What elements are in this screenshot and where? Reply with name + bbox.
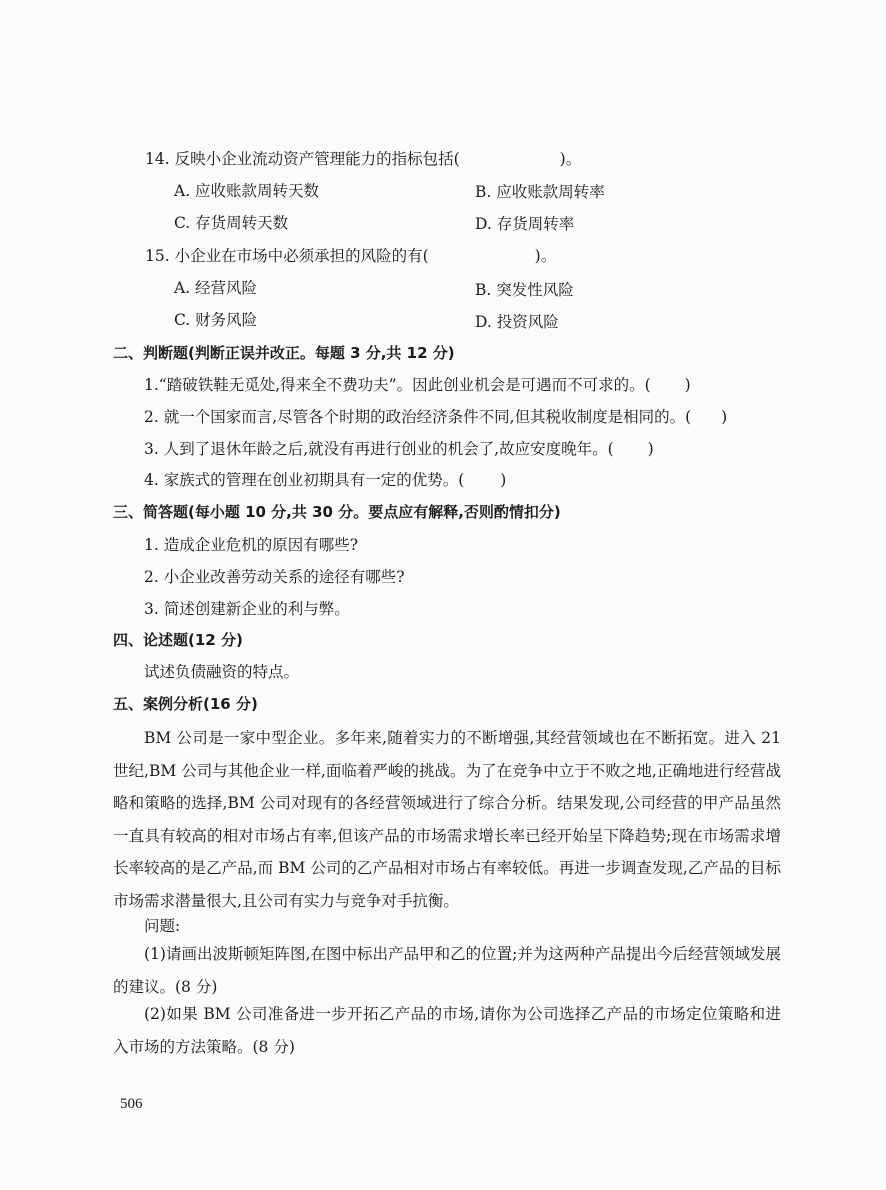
section-3-title: 三、简答题(每小题 10 分,共 30 分。要点应有解释,否则酌情扣分) <box>113 503 561 521</box>
question-14-stem: 14. 反映小企业流动资产管理能力的指标包括( )。 <box>145 150 582 168</box>
section-3-item-2: 2. 小企业改善劳动关系的途径有哪些? <box>144 568 405 586</box>
question-14-option-c: C. 存货周转天数 <box>174 214 289 232</box>
section-4-item: 试述负债融资的特点。 <box>144 663 300 681</box>
section-2-item-1: 1.“踏破铁鞋无觅处,得来全不费功夫”。因此创业机会是可遇而不可求的。( ) <box>144 376 691 394</box>
question-15-option-a: A. 经营风险 <box>174 279 258 297</box>
question-15-option-c: C. 财务风险 <box>174 311 258 329</box>
section-3-item-1: 1. 造成企业危机的原因有哪些? <box>144 536 359 554</box>
page-number: 506 <box>120 1096 143 1112</box>
question-14-option-b: B. 应收账款周转率 <box>475 183 605 201</box>
question-14-option-d: D. 存货周转率 <box>475 215 575 233</box>
section-4-title: 四、论述题(12 分) <box>113 631 243 649</box>
case-question-2: (2)如果 BM 公司准备进一步开拓乙产品的市场,请你为公司选择乙产品的市场定位策略和进入市场的方法策略。(8 分) <box>113 1005 781 1056</box>
case-text: BM 公司是一家中型企业。多年来,随着实力的不断增强,其经营领域也在不断拓宽。进入 21 世纪,BM 公司与其他企业一样,面临着严峻的挑战。为了在竞争中立于不败之地,正确地进行经营战略和策略的选择,BM 公司对现有的各经营领域进行了综合分析。结果发现,公司经营的甲产品虽然一直具有较高的相对市场占有率,但该产品的市场需求增长率已经开始呈下降趋势;现在市场需求增长率较高的是乙产品,而 BM 公司的乙产品相对市场占有率较低。再进一步调查发现,乙产品的目标市场需求潜量很大,且公司有实力与竞争对手抗衡。 <box>113 729 781 910</box>
questions-label: 问题: <box>144 917 181 935</box>
section-3-item-3: 3. 简述创建新企业的利与弊。 <box>144 600 350 618</box>
question-14-option-a: A. 应收账款周转天数 <box>174 182 320 200</box>
case-question-1: (1)请画出波斯顿矩阵图,在图中标出产品甲和乙的位置;并为这两种产品提出今后经营领域发展的建议。(8 分) <box>113 945 781 996</box>
section-2-title: 二、判断题(判断正误并改正。每题 3 分,共 12 分) <box>113 344 455 362</box>
question-15-option-d: D. 投资风险 <box>475 313 559 331</box>
section-2-item-4: 4. 家族式的管理在创业初期具有一定的优势。( ) <box>144 471 507 489</box>
question-15-stem: 15. 小企业在市场中必须承担的风险的有( )。 <box>145 247 557 265</box>
question-15-option-b: B. 突发性风险 <box>475 281 574 299</box>
section-5-title: 五、案例分析(16 分) <box>113 695 258 713</box>
section-2-item-2: 2. 就一个国家而言,尽管各个时期的政治经济条件不同,但其税收制度是相同的。( ) <box>144 408 728 426</box>
section-2-item-3: 3. 人到了退休年龄之后,就没有再进行创业的机会了,故应安度晚年。( ) <box>144 440 654 458</box>
